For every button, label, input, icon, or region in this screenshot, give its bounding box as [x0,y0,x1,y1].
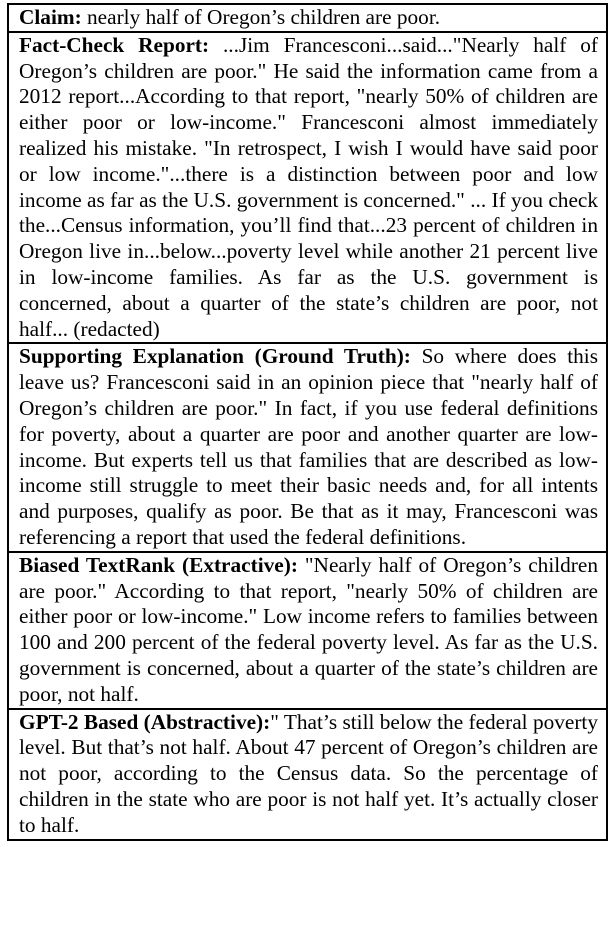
gpt2-label: GPT-2 Based (Abstractive): [19,709,271,734]
comparison-table [7,3,608,841]
ground-truth-row [7,344,608,552]
biased-textrank-label: Biased TextRank (Extractive): [19,552,298,577]
claim-label: Claim: [19,5,82,29]
gpt2-row [7,710,608,841]
biased-textrank-text: "Nearly half of Oregon’s children are poor." According to that report, "nearly 50% of children are either poor or low-income." Low income refers to families between 100 and 200 percent of the federal poverty level. As far as the U.S. government is concerned, about a quarter of the state’s children are poor, not half. [19,552,598,706]
claim-text: nearly half of Oregon’s children are poor. [81,5,441,29]
fact-check-report-row [7,33,608,345]
claim-row [7,3,608,33]
fact-check-report-text: ...Jim Francesconi...said..."Nearly half of Oregon’s children are poor." He said the information came from a 2012 report...According to that report, "nearly 50% of children are either poor or low-income." Francesconi almost immediately realized his mistake. "In retrospect, I wish I would have said poor or low income."...there is a distinction between poor and low income as far as the U.S. government is concerned." ... If you check the...Census information, you’ll find that...23 percent of children in Oregon live in...below...poverty level while another 21 percent live in low-income families. As far as the U.S. government is concerned, about a quarter of the state’s children are poor, not half... (redacted) [19,32,598,341]
ground-truth-label: Supporting Explanation (Ground Truth): [19,344,411,369]
biased-textrank-row [7,553,608,710]
gpt2-text: " That’s still below the federal poverty level. But that’s not half. About 47 percent of Oregon’s children are not poor, according to the Census data. So the percentage of children in the state who are poor is not half yet. It’s actually closer to half. [19,709,598,837]
ground-truth-text: So where does this leave us? Francesconi said in an opinion piece that "nearly half of Oregon’s children are poor." In fact, if you use federal definitions for poverty, about a quarter are poor and another quarter are low-income. But experts tell us that families that are described as low-income still struggle to meet their basic needs and, for all intents and purposes, qualify as poor. Be that as it may, Francesconi was referencing a report that used the federal definitions. [19,344,598,549]
fact-check-report-label: Fact-Check Report: [19,32,210,57]
